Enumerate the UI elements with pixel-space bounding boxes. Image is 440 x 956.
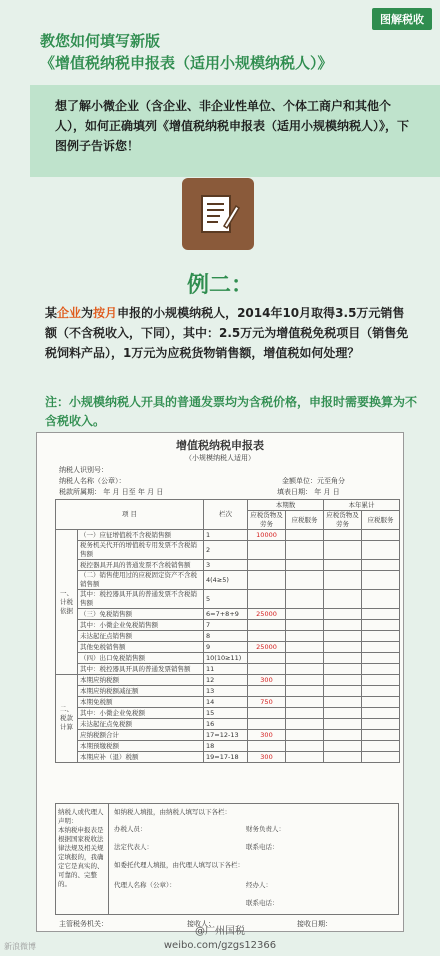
row-empty-cell [362,642,400,653]
row-empty-cell [286,719,324,730]
row-empty-cell [324,686,362,697]
declare-text: 本纳税申报表是根据国家税收法律法规及相关规定填报的，我确定它是真实的、可靠的、完整的。 [58,826,104,888]
row-empty-cell [286,571,324,590]
row-col: 11 [204,664,248,675]
declaration-box [55,803,399,915]
tax-return-form [36,432,404,932]
row-empty-cell [324,708,362,719]
row-label: 本期应补（退）税额 [78,752,204,763]
row-label: 其他免税销售额 [78,642,204,653]
row-empty-cell [286,541,324,560]
row-col: 8 [204,631,248,642]
tax-row [56,686,400,697]
row-empty-cell [362,697,400,708]
row-label: 应纳税额合计 [78,730,204,741]
taxpayer-name-label: 纳税人名称（公章）： [59,477,126,485]
row-empty-cell [362,609,400,620]
row-label: 未达起征点销售额 [78,631,204,642]
tax-row [56,642,400,653]
head-goods-current: 应税货物及劳务 [248,511,286,530]
row-empty-cell [324,642,362,653]
tax-row [56,653,400,664]
form-title: 增值税纳税申报表 [176,439,264,452]
row-empty-cell [362,752,400,763]
tax-row [56,697,400,708]
row-col: 2 [204,541,248,560]
tax-row [56,730,400,741]
row-empty-cell [324,590,362,609]
taxpayer-id-label: 纳税人识别号： [59,466,108,474]
row-empty-cell [362,708,400,719]
agent-handler-label: 经办人： [246,881,272,889]
row-empty-cell [286,752,324,763]
example-text-mid: 为 [81,306,94,320]
row-value-goods [248,590,286,609]
row-col: 4(4≥5) [204,571,248,590]
example-highlight-enterprise: 企业 [57,306,82,320]
row-col: 13 [204,686,248,697]
tax-row [56,609,400,620]
row-empty-cell [324,631,362,642]
section-basis: 一、计税依据 [56,530,78,675]
row-col: 9 [204,642,248,653]
row-label: （四）出口免税销售额 [78,653,204,664]
corner-watermark: 新浪微博 [4,942,36,951]
row-value-goods [248,653,286,664]
row-label: （二）销售使用过的应税固定资产不含税销售额 [78,571,204,590]
row-value-goods [248,571,286,590]
example-note: 注：小规模纳税人开具的普通发票均为含税价格，申报时需要换算为不含税收入。 [45,395,418,428]
row-value-goods [248,664,286,675]
row-empty-cell [324,530,362,541]
row-col: 5 [204,590,248,609]
row-value-goods [248,686,286,697]
row-col: 6=7+8+9 [204,609,248,620]
declare-title: 纳税人或代理人声明： [58,808,104,825]
row-value-goods: 25000 [248,642,286,653]
example-text-post: 申报的小规模纳税人，2014年10月取得3.5万元销售额（不含税收入，下同），其中：2.5万元为增值税免税项目（销售免税饲料产品），1万元为应税货物销售额，增值税如何处理？ [45,306,409,360]
row-value-goods: 10000 [248,530,286,541]
row-label: 未达起征点免税额 [78,719,204,730]
row-empty-cell [286,631,324,642]
tax-row [56,560,400,571]
row-empty-cell [286,609,324,620]
row-value-goods [248,741,286,752]
row-label: 本期应纳税额减征额 [78,686,204,697]
example-text-pre: 某 [45,306,58,320]
row-label: 本期应纳税额 [78,675,204,686]
row-empty-cell [362,530,400,541]
row-empty-cell [286,675,324,686]
row-label: 其中：税控器具开具的普通发票销售额 [78,664,204,675]
phone-label: 联系电话： [246,843,279,851]
row-col: 14 [204,697,248,708]
row-label: 税控器具开具的普通发票不含税销售额 [78,560,204,571]
row-value-goods [248,620,286,631]
section-calc: 二、税款计算 [56,675,78,763]
page-title-line1: 教您如何填写新版 [40,32,161,50]
row-col: 16 [204,719,248,730]
finance-label: 财务负责人： [246,825,285,833]
row-value-goods: 750 [248,697,286,708]
row-empty-cell [324,571,362,590]
row-empty-cell [286,642,324,653]
row-value-goods: 300 [248,730,286,741]
row-col: 17=12-13 [204,730,248,741]
row-col: 7 [204,620,248,631]
row-empty-cell [286,653,324,664]
document-pen-icon [182,178,254,250]
tax-officer-label: 主管税务机关： [59,920,108,928]
tax-row [56,571,400,590]
row-value-goods [248,708,286,719]
row-empty-cell [362,741,400,752]
amount-unit-label: 金额单位：元至角分 [282,477,345,485]
example-text [45,303,415,363]
row-empty-cell [324,719,362,730]
row-empty-cell [286,697,324,708]
row-empty-cell [286,590,324,609]
head-current: 本期数 [248,500,324,511]
handler-label: 办税人员： [114,825,147,833]
weibo-name: @广州国税 [195,926,245,937]
row-empty-cell [362,560,400,571]
row-empty-cell [286,530,324,541]
weibo-url[interactable]: weibo.com/gzgs12366 [163,940,277,951]
row-col: 1 [204,530,248,541]
row-value-goods: 300 [248,675,286,686]
row-label: 其中：小微企业免税额 [78,708,204,719]
fill-date-label: 填表日期： 年 月 日 [277,488,340,496]
row-empty-cell [324,541,362,560]
agent-phone-label: 联系电话： [246,899,279,907]
tax-table [55,499,400,763]
row-empty-cell [362,653,400,664]
form-subtitle: （小规模纳税人适用） [185,454,255,462]
legal-label: 法定代表人： [114,843,153,851]
self-fill-label: 如纳税人填报，由纳税人填写以下各栏： [114,808,231,816]
row-value-goods [248,719,286,730]
row-col: 3 [204,560,248,571]
row-label: 其中：税控器具开具的普通发票不含税销售额 [78,590,204,609]
head-service-ytd: 应税服务 [362,511,400,530]
category-tag: 图解税收 [372,8,432,30]
row-empty-cell [286,560,324,571]
row-value-goods [248,631,286,642]
agent-name-label: 代理人名称（公章）： [114,881,176,889]
row-empty-cell [286,686,324,697]
example-title: 例二： [186,273,253,298]
row-empty-cell [324,664,362,675]
agent-fill-label: 如委托代理人填报，由代理人填写以下各栏： [114,861,244,869]
row-value-goods: 300 [248,752,286,763]
tax-row [56,541,400,560]
row-value-goods: 25000 [248,609,286,620]
row-empty-cell [362,631,400,642]
head-col: 栏次 [204,500,248,530]
row-empty-cell [362,719,400,730]
tax-row [56,708,400,719]
row-empty-cell [362,675,400,686]
tax-row [56,675,400,686]
intro-text: 想了解小微企业（含企业、非企业性单位、个体工商户和其他个人），如何正确填列《增值税纳税申报表（适用小规模纳税人）》，下图例子告诉您！ [55,99,410,153]
head-goods-ytd: 应税货物及劳务 [324,511,362,530]
tax-row [56,620,400,631]
row-empty-cell [324,741,362,752]
weibo-footer [0,925,440,953]
row-col: 10(10≥11) [204,653,248,664]
tax-row [56,719,400,730]
row-empty-cell [362,541,400,560]
row-empty-cell [362,730,400,741]
page-title-line2: 《增值税纳税申报表（适用小规模纳税人）》 [40,54,333,72]
row-empty-cell [324,675,362,686]
row-value-goods [248,560,286,571]
row-empty-cell [362,590,400,609]
row-col: 15 [204,708,248,719]
row-label: （三）免税销售额 [78,609,204,620]
row-col: 19=17-18 [204,752,248,763]
head-item: 项 目 [56,500,204,530]
tax-row [56,752,400,763]
row-empty-cell [324,609,362,620]
row-empty-cell [286,730,324,741]
row-empty-cell [324,752,362,763]
row-empty-cell [286,741,324,752]
row-empty-cell [286,620,324,631]
row-value-goods [248,541,286,560]
receiver-label: 接收人： [187,920,215,928]
row-empty-cell [362,620,400,631]
row-empty-cell [362,664,400,675]
row-col: 18 [204,741,248,752]
row-empty-cell [286,664,324,675]
row-empty-cell [286,708,324,719]
row-col: 12 [204,675,248,686]
row-label: 本期预缴税额 [78,741,204,752]
row-empty-cell [324,620,362,631]
tax-row [56,530,400,541]
row-empty-cell [362,571,400,590]
row-empty-cell [324,697,362,708]
row-label: 税务机关代开的增值税专用发票不含税销售额 [78,541,204,560]
row-empty-cell [324,730,362,741]
tax-row [56,664,400,675]
row-empty-cell [362,686,400,697]
receive-date-label: 接收日期： [297,920,332,928]
row-label: 其中：小微企业免税销售额 [78,620,204,631]
row-empty-cell [324,560,362,571]
row-label: 本期免税额 [78,697,204,708]
example-highlight-monthly: 按月 [93,306,118,320]
period-label: 税款所属期： 年 月 日至 年 月 日 [59,488,164,496]
head-ytd: 本年累计 [324,500,400,511]
tax-row [56,631,400,642]
tax-row [56,741,400,752]
row-label: （一）应征增值税不含税销售额 [78,530,204,541]
row-empty-cell [324,653,362,664]
head-service-current: 应税服务 [286,511,324,530]
tax-row [56,590,400,609]
